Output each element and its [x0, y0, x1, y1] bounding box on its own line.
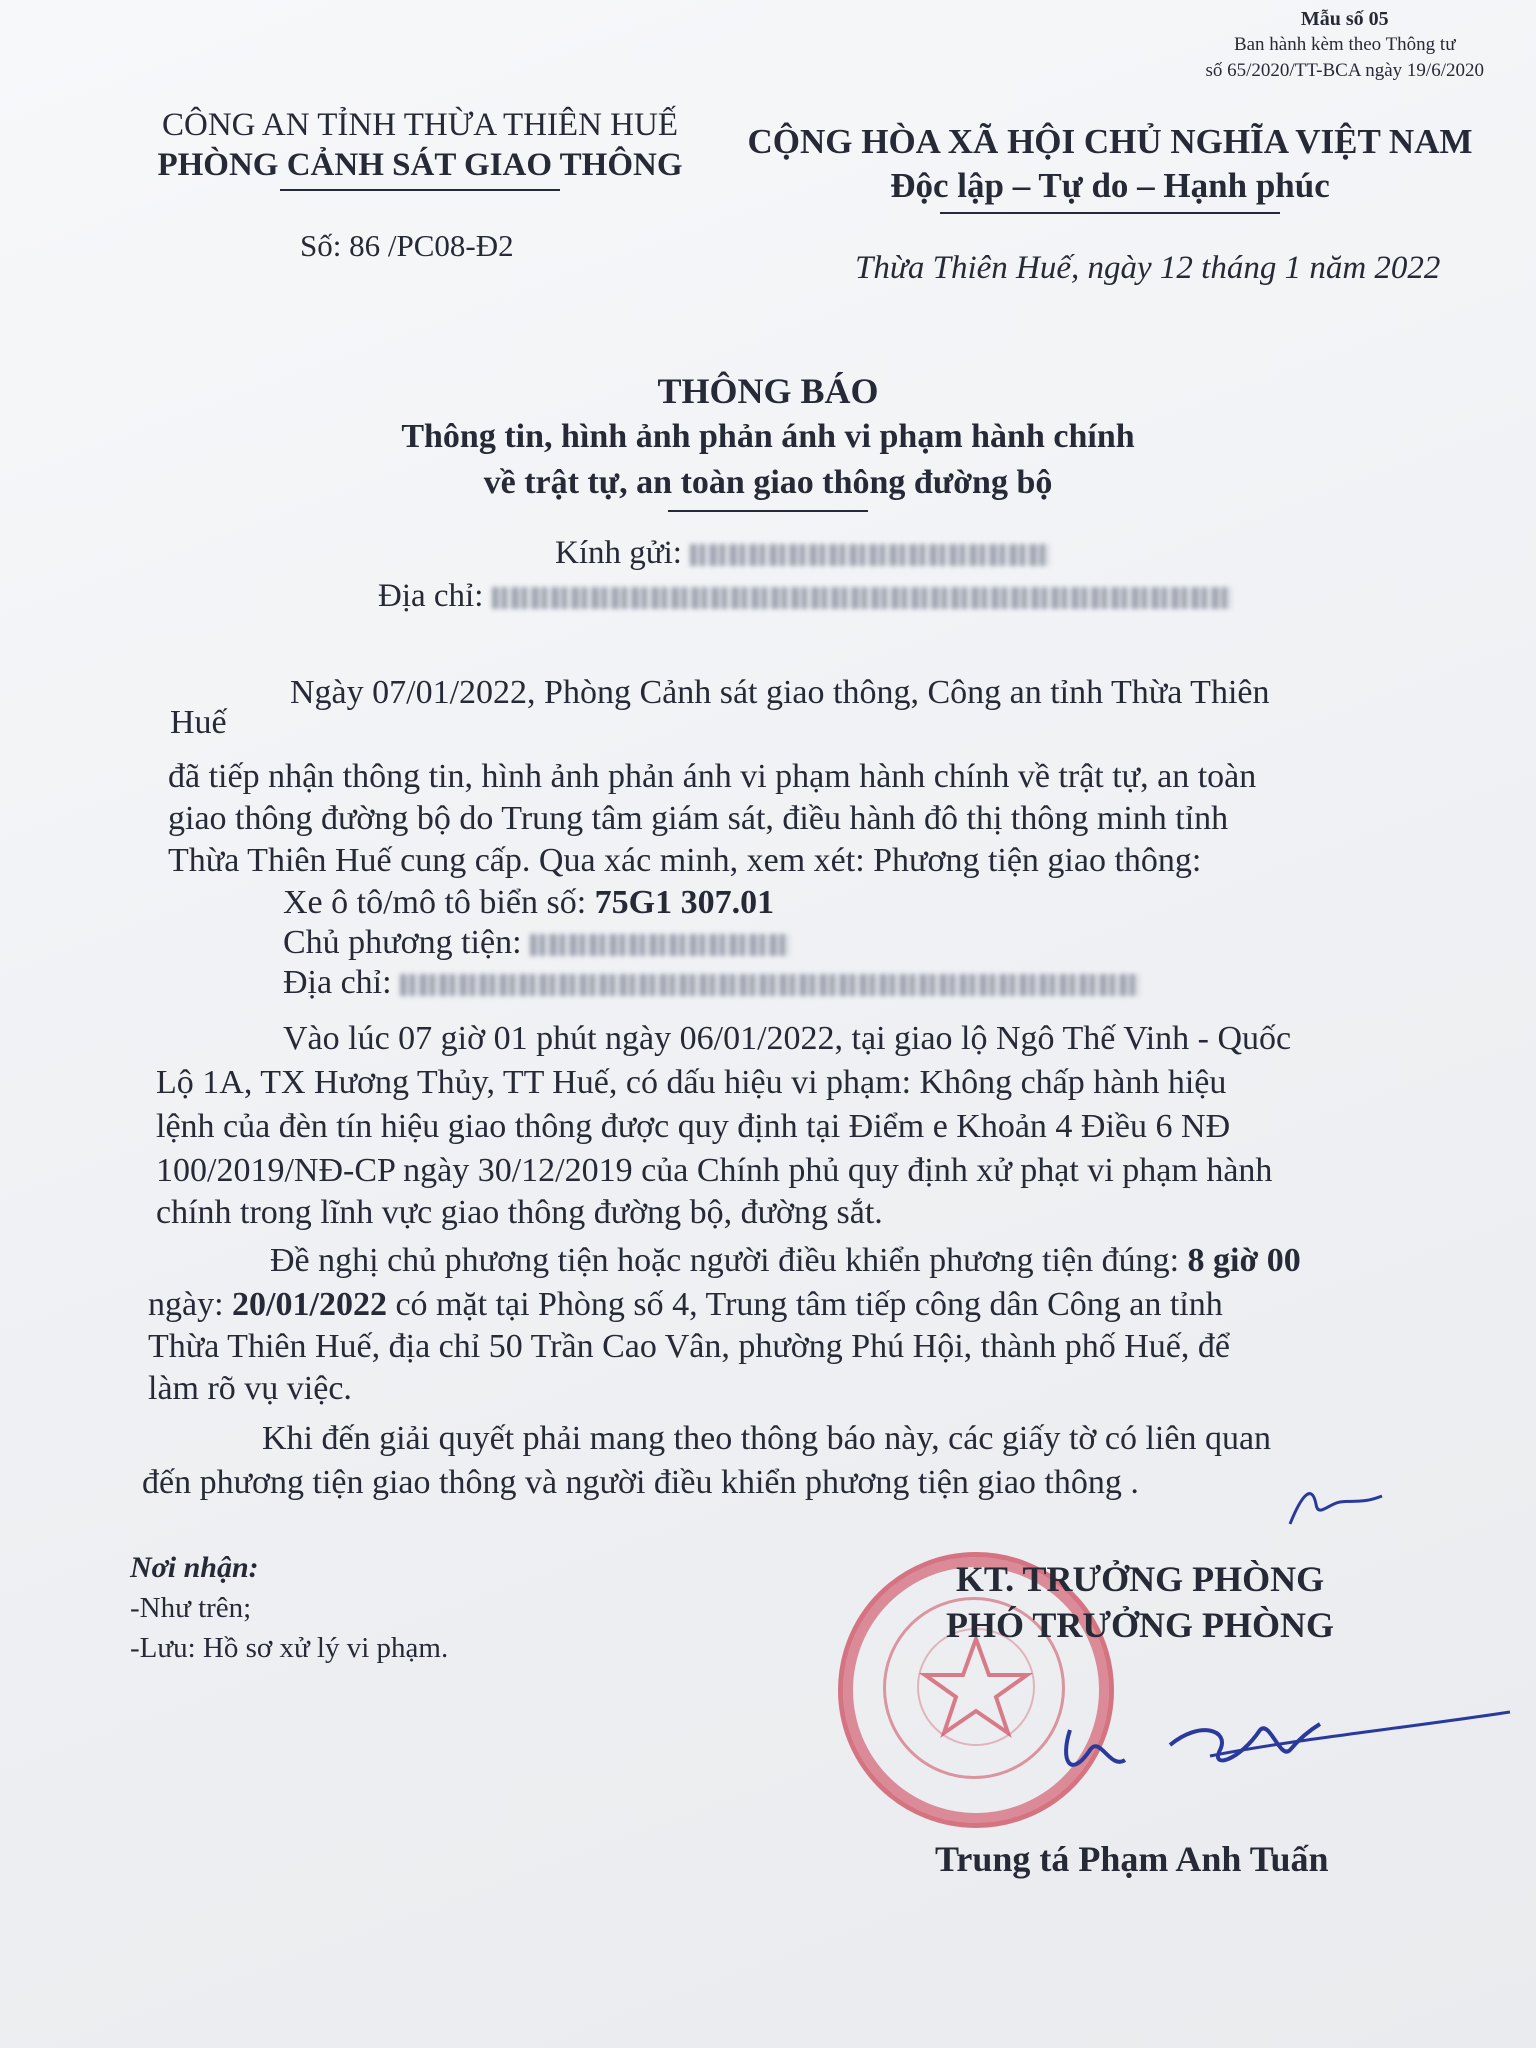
document-date: Thừa Thiên Huế, ngày 12 tháng 1 năm 2022 [855, 250, 1441, 286]
body-line: Huế [170, 704, 227, 741]
initial-mark [1282, 1474, 1392, 1544]
agency-name: CÔNG AN TỈNH THỪA THIÊN HUẾ [161, 107, 678, 143]
body-text-span: ngày: [148, 1286, 233, 1323]
national-motto: Độc lập – Tự do – Hạnh phúc [890, 166, 1330, 205]
header-underline [280, 189, 560, 191]
department-name: PHÒNG CẢNH SÁT GIAO THÔNG [157, 147, 683, 183]
motto-underline [940, 212, 1280, 214]
body-line: Khi đến giải quyết phải mang theo thông báo này, các giấy tờ có liên quan [262, 1420, 1272, 1457]
redacted-name [690, 544, 1050, 566]
body-line: đến phương tiện giao thông và người điều khiển phương tiện giao thông . [142, 1464, 1139, 1501]
body-text-span: có mặt tại Phòng số 4, Trung tâm tiếp công dân Công an tỉnh [386, 1286, 1223, 1323]
owner-address-line [283, 962, 1140, 1004]
recipient-item: -Lưu: Hồ sơ xử lý vi phạm. [130, 1632, 449, 1664]
body-line: Vào lúc 07 giờ 01 phút ngày 06/01/2022, tại giao lộ Ngô Thế Vinh - Quốc [283, 1020, 1292, 1057]
appointment-date: 20/01/2022 [232, 1286, 387, 1323]
title-subtitle: Thông tin, hình ảnh phản ánh vi phạm hành chính [401, 418, 1135, 455]
address-label: Địa chỉ: [378, 578, 484, 614]
appointment-line [270, 1240, 1301, 1282]
body-line: làm rõ vụ việc. [148, 1370, 352, 1407]
recipient-line [555, 535, 1050, 572]
body-line: chính trong lĩnh vực giao thông đường bộ, đường sắt. [156, 1194, 883, 1231]
recipient-label: Kính gửi: [555, 535, 682, 571]
body-line: Lộ 1A, TX Hương Thủy, TT Huế, có dấu hiệu vi phạm: Không chấp hành hiệu [156, 1064, 1227, 1101]
redacted-owner [530, 934, 790, 956]
country-name: CỘNG HÒA XÃ HỘI CHỦ NGHĨA VIỆT NAM [747, 122, 1473, 161]
form-note-line: số 65/2020/TT-BCA ngày 19/6/2020 [1205, 60, 1484, 81]
appointment-time: 8 giờ 00 [1187, 1242, 1301, 1279]
recipients-list [130, 1548, 448, 1668]
title-underline [668, 510, 868, 512]
vehicle-label: Xe ô tô/mô tô biển số: [283, 884, 587, 921]
form-reference-note [1205, 6, 1484, 84]
signature-position: PHÓ TRƯỞNG PHÒNG [945, 1605, 1334, 1645]
vehicle-plate-line [283, 882, 774, 924]
body-line: lệnh của đèn tín hiệu giao thông được quy định tại Điểm e Khoản 4 Điều 6 NĐ [156, 1108, 1231, 1145]
vehicle-owner-line [283, 922, 790, 964]
document-title [0, 368, 1536, 512]
body-line: đã tiếp nhận thông tin, hình ảnh phản ánh vi phạm hành chính về trật tự, an toàn [168, 758, 1257, 795]
body-line: giao thông đường bộ do Trung tâm giám sát, điều hành đô thị thông minh tỉnh [168, 800, 1229, 837]
appointment-date-line [148, 1284, 1223, 1326]
title-subtitle: về trật tự, an toàn giao thông đường bộ [483, 464, 1053, 501]
form-number: Mẫu số 05 [1300, 8, 1389, 30]
license-plate: 75G1 307.01 [594, 884, 775, 921]
title-main: THÔNG BÁO [657, 371, 879, 411]
signature-block [880, 1556, 1400, 1648]
body-line: 100/2019/NĐ-CP ngày 30/12/2019 của Chính phủ quy định xử phạt vi phạm hành [156, 1152, 1273, 1189]
owner-address-label: Địa chỉ: [283, 964, 392, 1001]
recipient-item: -Như trên; [130, 1592, 252, 1624]
signature-title: KT. TRƯỞNG PHÒNG [955, 1559, 1325, 1599]
national-header [740, 120, 1480, 214]
issuing-agency-header [130, 105, 710, 191]
body-line: Thừa Thiên Huế, địa chỉ 50 Trần Cao Vân, phường Phú Hội, thành phố Huế, để [148, 1328, 1230, 1365]
redacted-owner-address [400, 974, 1140, 996]
recipients-title: Nơi nhận: [130, 1551, 259, 1584]
recipient-address-line [378, 578, 1232, 615]
form-note-line: Ban hành kèm theo Thông tư [1233, 34, 1456, 55]
document-number: Số: 86 /PC08-Đ2 [300, 228, 514, 263]
body-line: Ngày 07/01/2022, Phòng Cảnh sát giao thông, Công an tỉnh Thừa Thiên [290, 674, 1270, 711]
redacted-address [492, 587, 1232, 609]
body-line: Thừa Thiên Huế cung cấp. Qua xác minh, xem xét: Phương tiện giao thông: [168, 842, 1202, 879]
signer-name: Trung tá Phạm Anh Tuấn [935, 1839, 1329, 1879]
handwritten-signature [1030, 1690, 1520, 1810]
owner-label: Chủ phương tiện: [283, 924, 522, 961]
body-text-span: Đề nghị chủ phương tiện hoặc người điều khiển phương tiện đúng: [270, 1242, 1188, 1279]
